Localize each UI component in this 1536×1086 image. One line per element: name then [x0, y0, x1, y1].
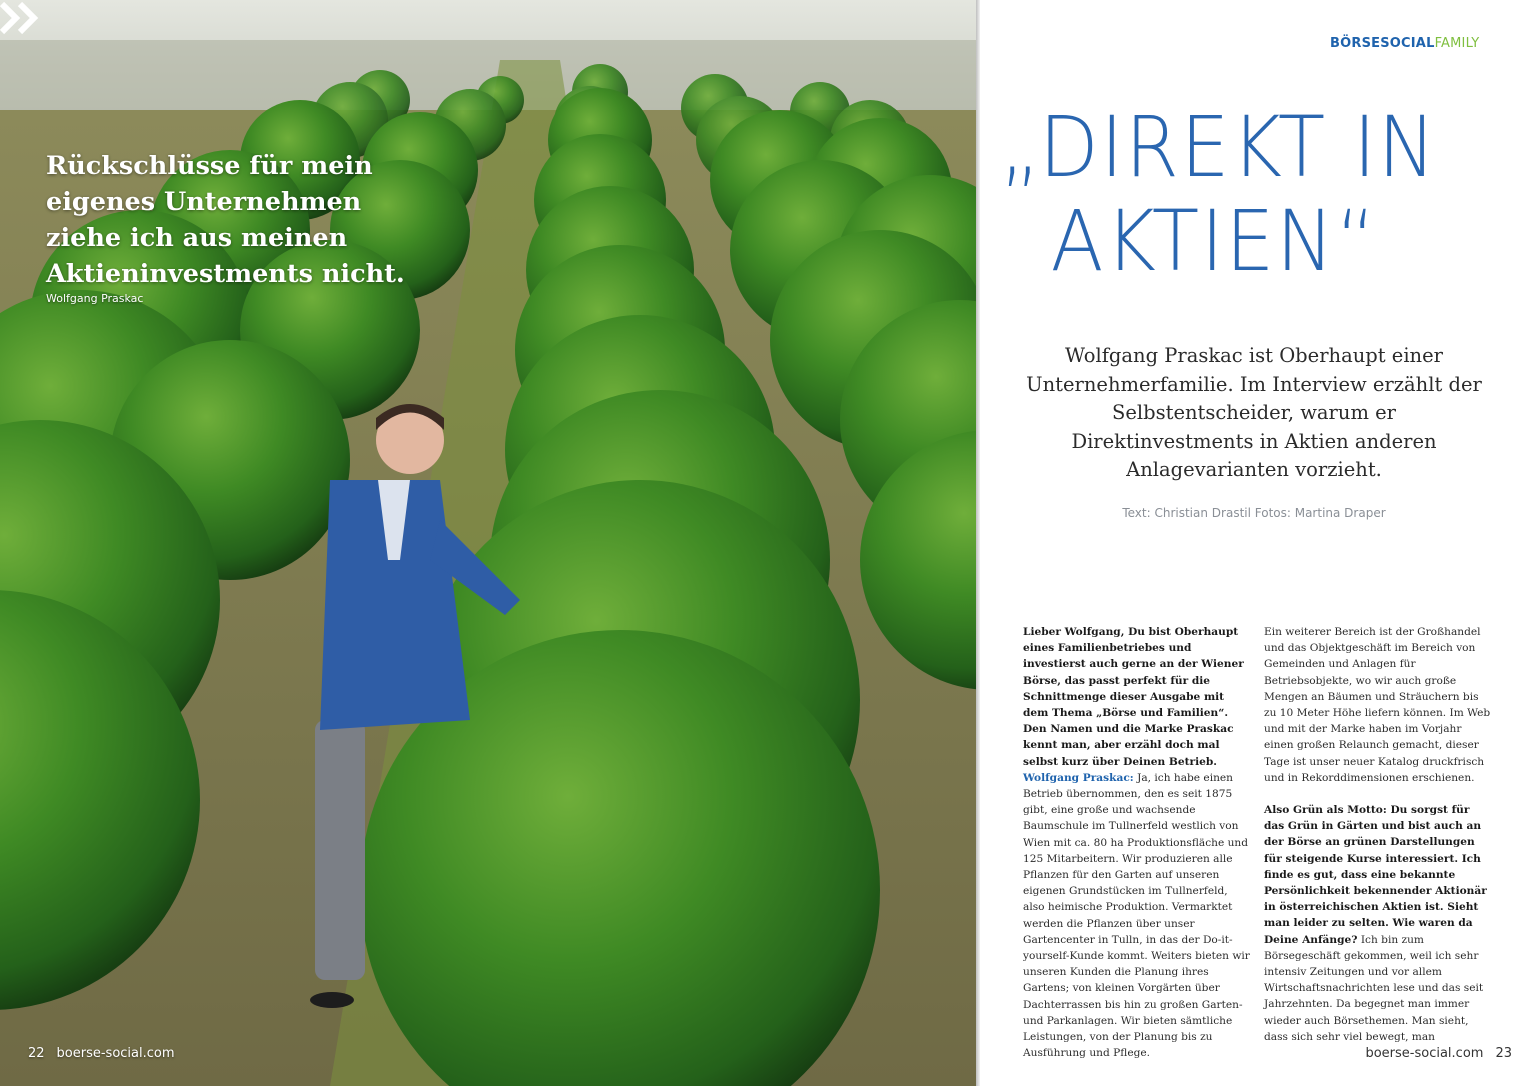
speaker-label: Wolfgang Praskac:: [1023, 771, 1134, 784]
article-column-2: [1264, 624, 1492, 1045]
answer-2: Ich bin zum Börsegeschäft gekommen, weil ich sehr intensiv Zeitungen und vor allem Wirtschaftsnachrichten lese und das seit Jahrzehnten. Da begegnet man immer wieder auch Börsethemen. Man sieht, dass sich sehr viel bewegt, man: [1264, 933, 1484, 1043]
article-credits: Text: Christian Drastil Fotos: Martina Draper: [1122, 506, 1386, 520]
left-page-number: 22: [28, 1046, 45, 1061]
brand-logo: [1330, 36, 1479, 51]
article-intro: Wolfgang Praskac ist Oberhaupt einer Unternehmerfamilie. Im Interview erzählt der Selbstentscheider, warum er Direktinvestments in Aktien anderen Anlagevarianten vorzieht.: [1026, 344, 1482, 481]
pull-quote: Rückschlüsse für mein eigenes Unternehmen ziehe ich aus meinen Aktieninvestments nicht.: [46, 151, 405, 289]
question-answer-paragraph: [1264, 802, 1492, 1045]
headline-line-2: AKTIEN“: [1050, 192, 1378, 290]
pull-quote-author: Wolfgang Praskac: [46, 292, 144, 305]
question-2: Also Grün als Motto: Du sorgst für das Grün in Gärten und bist auch an der Börse an grünen Darstellungen für steigende Kurse interessiert. Ich finde es gut, dass eine bekannte Persönlichkeit bekennender Aktionär in österreichischen Aktien ist. Sieht man leider zu selten. Wie waren da Deine Anfänge?: [1264, 804, 1487, 946]
paragraph-gap: [1264, 786, 1492, 802]
article-column-1: [1023, 624, 1251, 1061]
double-chevron-icon: [0, 0, 40, 36]
right-page-site: boerse-social.com: [1365, 1046, 1484, 1061]
question-1: Lieber Wolfgang, Du bist Oberhaupt eines Familienbetriebes und investierst auch gerne an der Wiener Börse, das passt perfekt für die Schnittmenge dieser Ausgabe mit dem Thema „Börse und Familien“. Den Namen und die Marke Praskac kennt man, aber erzähl doch mal selbst kurz über Deinen Betrieb.: [1023, 626, 1244, 768]
brand-part-family: FAMILY: [1434, 36, 1480, 51]
article-headline: [1000, 100, 1478, 288]
page-gutter: [976, 0, 980, 1086]
answer-1: Ja, ich habe einen Betrieb übernommen, den es seit 1875 gibt, eine große und wachsende Baumschule im Tullnerfeld westlich von Wien mit ca. 80 ha Produktionsfläche und 125 Mitarbeitern. Wir produzieren alle Pflanzen für den Garten auf unseren eigenen Grundstücken im Tullnerfeld, also heimische Produktion. Vermarktet werden die Pflanzen über unser Gartencenter in Tulln, in das der Do-it-yourself-Kunde kommt. Weiters bieten wir unseren Kunden die Planung ihres Gartens; von kleinen Vorgärten über Dachterrassen bis hin zu großen Garten- und Parkanlagen. Wir bieten sämtliche Leistungen, von der Planung bis zu Ausführung und Pflege.: [1023, 771, 1250, 1060]
right-page-number: 23: [1495, 1046, 1512, 1061]
answer-paragraph-cont: Ein weiterer Bereich ist der Großhandel und das Objektgeschäft im Bereich von Gemeinden und Anlagen für Betriebsobjekte, wo wir auch große Mengen an Bäumen und Sträuchern bis zu 10 Meter Höhe liefern können. Im Web und mit der Marke haben im Vorjahr einen großen Relaunch gemacht, dieser Tage ist unser neuer Katalog druckfrisch und in Rekorddimensionen erschienen.: [1264, 626, 1491, 784]
right-page-folio: [1359, 1046, 1518, 1061]
question-paragraph: [1023, 624, 1251, 1061]
brand-part-boersesocial: BÖRSESOCIAL: [1330, 36, 1435, 51]
headline-line-1: „DIREKT IN: [1000, 98, 1438, 196]
left-page-folio: [22, 1046, 181, 1061]
left-page-site: boerse-social.com: [56, 1046, 175, 1061]
